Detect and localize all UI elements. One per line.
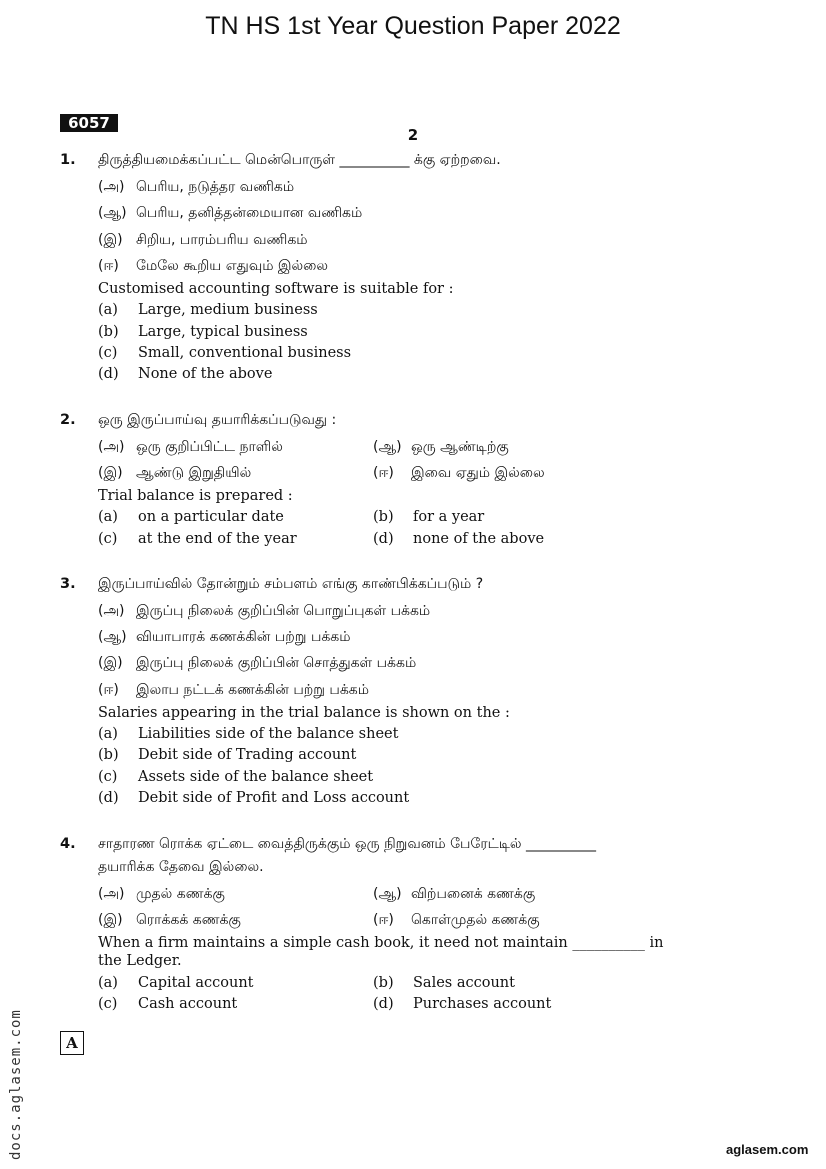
option-label: (ஆ) — [98, 205, 127, 221]
tamil-option — [98, 232, 308, 250]
option-text: Debit side of Profit and Loss account — [138, 790, 410, 806]
english-question: Customised accounting software is suitable for : — [98, 281, 454, 297]
option-text: Liabilities side of the balance sheet — [138, 726, 399, 742]
option-label: (இ) — [98, 465, 123, 481]
option-text: முதல் கணக்கு — [136, 886, 225, 902]
question-number: 1. — [60, 152, 76, 168]
option-label: (a) — [98, 302, 118, 318]
option-label: (b) — [98, 747, 119, 763]
english-option — [373, 509, 484, 525]
option-label: (d) — [98, 790, 119, 806]
option-text: Large, medium business — [138, 302, 318, 318]
tamil-option — [98, 886, 225, 904]
option-text: ஆண்டு இறுதியில் — [136, 465, 252, 481]
option-label: (அ) — [98, 439, 125, 455]
option-label: (b) — [98, 324, 119, 340]
option-label: (b) — [373, 509, 394, 525]
tamil-option — [98, 205, 362, 223]
option-label: (d) — [373, 996, 394, 1012]
english-question-line: When a firm maintains a simple cash book, it need not maintain __________ in — [98, 935, 664, 951]
question-number: 3. — [60, 576, 76, 592]
option-text: ஒரு குறிப்பிட்ட நாளில் — [136, 439, 283, 455]
option-label: (ஆ) — [373, 886, 402, 902]
option-text: மேலே கூறிய எதுவும் இல்லை — [136, 258, 329, 274]
question-number: 2. — [60, 412, 76, 428]
option-text: Debit side of Trading account — [138, 747, 357, 763]
tamil-question-line: தயாரிக்க தேவை இல்லை. — [98, 859, 264, 875]
option-text: Purchases account — [413, 996, 552, 1012]
tamil-option — [98, 682, 369, 700]
option-label: (அ) — [98, 886, 125, 902]
english-option — [373, 996, 551, 1012]
option-text: ரொக்கக் கணக்கு — [136, 912, 241, 928]
option-label: (c) — [98, 345, 118, 361]
option-text: பெரிய, தனித்தன்மையான வணிகம் — [136, 205, 363, 221]
page-title: TN HS 1st Year Question Paper 2022 — [205, 12, 621, 40]
english-option — [98, 996, 237, 1012]
watermark: docs.aglasem.com — [8, 1009, 24, 1160]
tamil-option — [98, 655, 416, 673]
option-label: (இ) — [98, 912, 123, 928]
option-label: (அ) — [98, 603, 125, 619]
tamil-option — [373, 465, 545, 483]
english-question-line: the Ledger. — [98, 953, 182, 969]
option-text: None of the above — [138, 366, 273, 382]
english-option — [98, 790, 409, 806]
option-text: இருப்பு நிலைக் குறிப்பின் பொறுப்புகள் பக்கம் — [136, 603, 431, 619]
question-number: 4. — [60, 836, 76, 852]
tamil-option — [98, 465, 251, 483]
option-label: (அ) — [98, 179, 125, 195]
english-option — [98, 302, 318, 318]
tamil-option — [98, 912, 241, 930]
tamil-option — [98, 629, 351, 647]
option-text: வியாபாரக் கணக்கின் பற்று பக்கம் — [136, 629, 351, 645]
option-label: (d) — [98, 366, 119, 382]
tamil-option — [98, 179, 294, 197]
option-text: கொள்முதல் கணக்கு — [411, 912, 540, 928]
footer-link[interactable]: aglasem.com — [726, 1142, 809, 1157]
tamil-option — [98, 603, 430, 621]
tamil-option — [373, 912, 540, 930]
series-mark: A — [60, 1031, 84, 1055]
option-label: (ஈ) — [98, 258, 119, 274]
option-text: none of the above — [413, 531, 545, 547]
option-text: பெரிய, நடுத்தர வணிகம் — [136, 179, 295, 195]
option-text: ஒரு ஆண்டிற்கு — [411, 439, 509, 455]
option-label: (b) — [373, 975, 394, 991]
tamil-question-line: சாதாரண ரொக்க ஏட்டை வைத்திருக்கும் ஒரு நிறுவனம் பேரேட்டில் __________ — [98, 836, 596, 852]
option-label: (ஈ) — [373, 465, 394, 481]
tamil-option — [98, 439, 283, 457]
option-text: இருப்பு நிலைக் குறிப்பின் சொத்துகள் பக்கம் — [136, 655, 417, 671]
option-text: on a particular date — [138, 509, 284, 525]
english-option — [373, 531, 544, 547]
tamil-option — [373, 439, 509, 457]
option-text: Cash account — [138, 996, 238, 1012]
english-option — [98, 975, 254, 991]
tamil-option — [98, 258, 328, 276]
option-label: (d) — [373, 531, 394, 547]
english-question: Trial balance is prepared : — [98, 488, 293, 504]
option-label: (a) — [98, 975, 118, 991]
option-text: சிறிய, பாரம்பரிய வணிகம் — [136, 232, 308, 248]
option-label: (ஆ) — [98, 629, 127, 645]
option-text: Sales account — [413, 975, 515, 991]
option-label: (ஆ) — [373, 439, 402, 455]
option-label: (ஈ) — [373, 912, 394, 928]
option-text: Small, conventional business — [138, 345, 352, 361]
page-number: 2 — [407, 126, 419, 144]
option-label: (c) — [98, 769, 118, 785]
tamil-option — [373, 886, 535, 904]
option-text: for a year — [413, 509, 485, 525]
english-option — [98, 531, 297, 547]
option-label: (c) — [98, 531, 118, 547]
option-text: விற்பனைக் கணக்கு — [411, 886, 536, 902]
tamil-question: இருப்பாய்வில் தோன்றும் சம்பளம் எங்கு காண்பிக்கப்படும் ? — [98, 576, 484, 592]
english-option — [98, 345, 351, 361]
option-label: (இ) — [98, 655, 123, 671]
option-label: (ஈ) — [98, 682, 119, 698]
option-label: (இ) — [98, 232, 123, 248]
option-label: (c) — [98, 996, 118, 1012]
english-option — [373, 975, 515, 991]
option-text: Capital account — [138, 975, 254, 991]
option-label: (a) — [98, 726, 118, 742]
option-text: Assets side of the balance sheet — [138, 769, 374, 785]
option-text: at the end of the year — [138, 531, 297, 547]
english-option — [98, 509, 284, 525]
english-question: Salaries appearing in the trial balance is shown on the : — [98, 705, 510, 721]
option-text: Large, typical business — [138, 324, 308, 340]
english-option — [98, 366, 272, 382]
option-text: இலாப நட்டக் கணக்கின் பற்று பக்கம் — [136, 682, 370, 698]
option-text: இவை ஏதும் இல்லை — [411, 465, 545, 481]
english-option — [98, 769, 373, 785]
tamil-question: திருத்தியமைக்கப்பட்ட மென்பொருள் __________ க்கு ஏற்றவை. — [98, 152, 501, 168]
option-label: (a) — [98, 509, 118, 525]
tamil-question: ஒரு இருப்பாய்வு தயாரிக்கப்படுவது : — [98, 412, 337, 428]
english-option — [98, 324, 308, 340]
english-option — [98, 747, 356, 763]
paper-code-badge: 6057 — [60, 114, 118, 132]
english-option — [98, 726, 398, 742]
